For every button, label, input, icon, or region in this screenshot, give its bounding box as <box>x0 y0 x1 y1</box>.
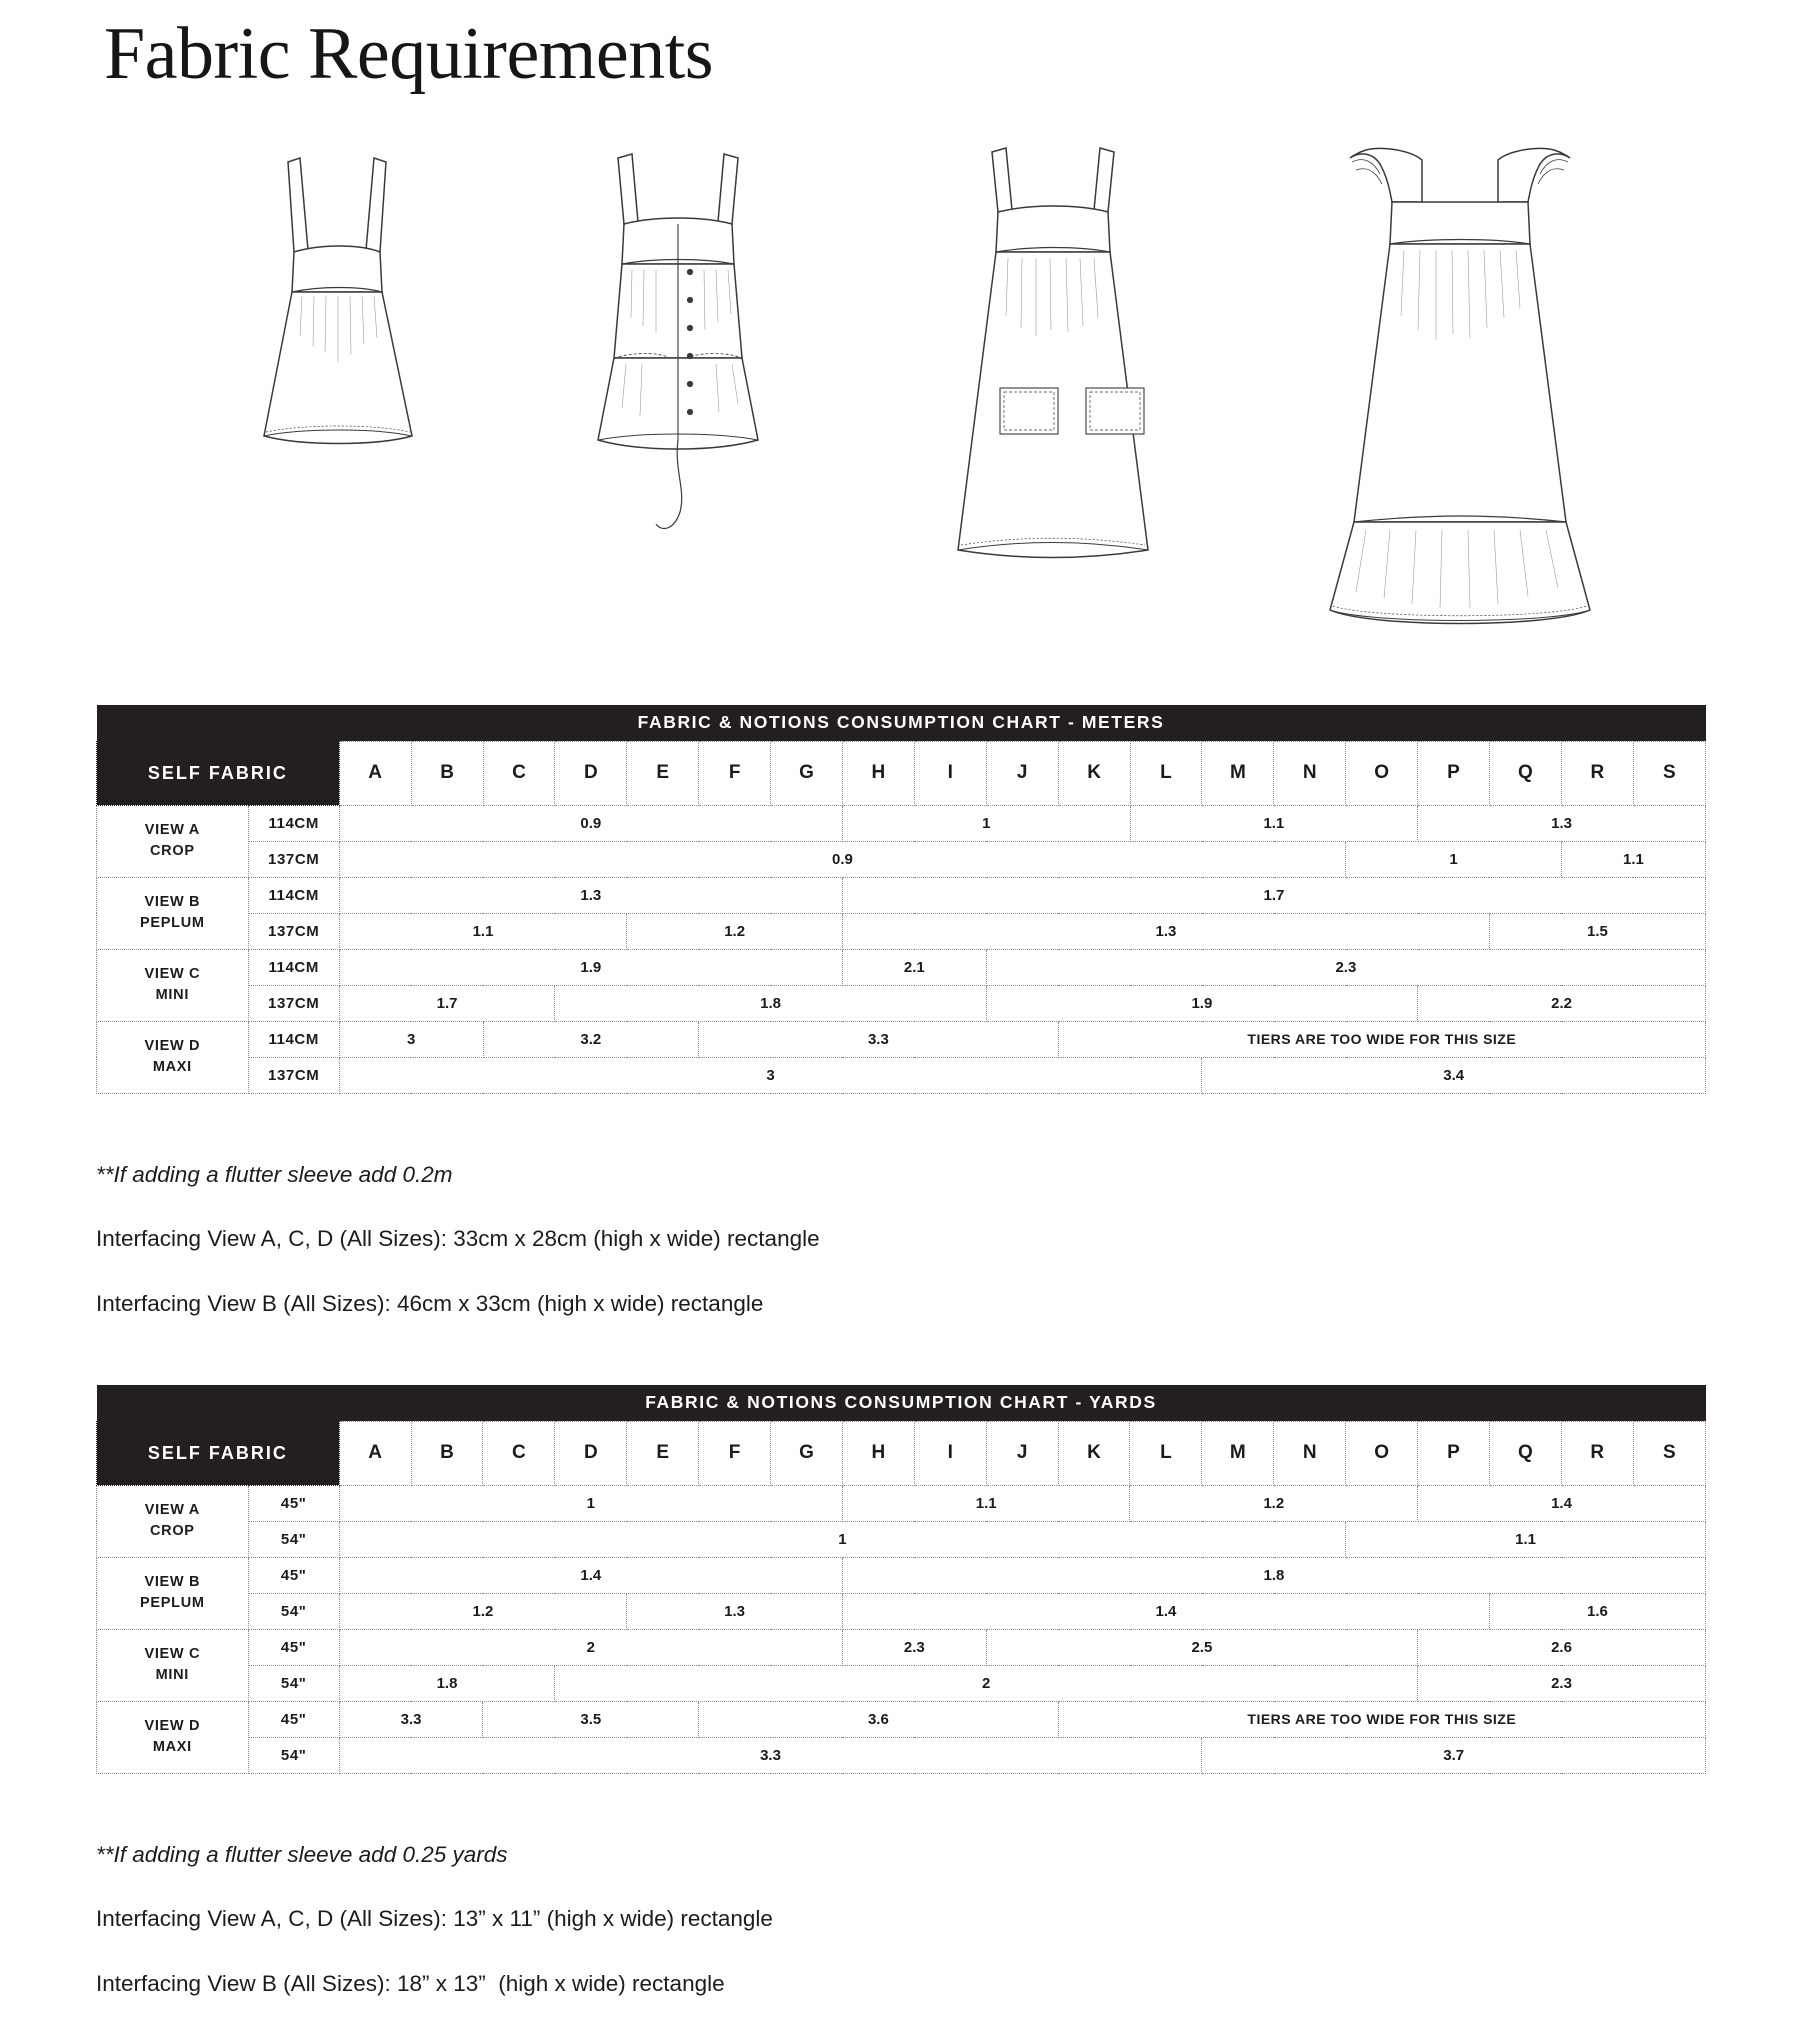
yards-size-header-d: D <box>555 1421 627 1485</box>
yards-size-header-i: I <box>914 1421 986 1485</box>
meters-chart-title: FABRIC & NOTIONS CONSUMPTION CHART - METERS <box>97 705 1706 741</box>
yards-value-cell: 1.4 <box>842 1593 1489 1629</box>
yards-value-cell: 2.6 <box>1418 1629 1706 1665</box>
meters-table-row <box>97 805 1706 841</box>
meters-size-header-a: A <box>339 741 411 805</box>
meters-value-cell: 3 <box>339 1057 1202 1093</box>
view-b-peplum-flat <box>510 140 880 540</box>
yards-size-header-c: C <box>483 1421 555 1485</box>
meters-self-fabric-header: SELF FABRIC <box>97 741 340 805</box>
meters-size-header-q: Q <box>1489 741 1561 805</box>
meters-note-line: **If adding a flutter sleeve add 0.2m <box>96 1162 453 1187</box>
meters-size-header-m: M <box>1202 741 1274 805</box>
technical-flats-row <box>190 140 1680 700</box>
yards-fabric-width-label: 54" <box>248 1665 339 1701</box>
meters-size-header-b: B <box>411 741 483 805</box>
yards-value-cell: 1.8 <box>339 1665 555 1701</box>
meters-value-cell: TIERS ARE TOO WIDE FOR THIS SIZE <box>1058 1021 1705 1057</box>
yards-size-header-f: F <box>699 1421 771 1485</box>
meters-value-cell: 1.7 <box>339 985 555 1021</box>
meters-table-row <box>97 1057 1706 1093</box>
meters-size-header-k: K <box>1058 741 1130 805</box>
yards-fabric-width-label: 45" <box>248 1701 339 1737</box>
meters-table-row <box>97 949 1706 985</box>
meters-size-header-g: G <box>771 741 843 805</box>
meters-consumption-table <box>96 705 1706 1094</box>
yards-value-cell: 3.5 <box>483 1701 699 1737</box>
meters-fabric-width-label: 114CM <box>248 805 339 841</box>
meters-fabric-width-label: 114CM <box>248 1021 339 1057</box>
yards-value-cell: 2 <box>339 1629 842 1665</box>
yards-note-line: Interfacing View B (All Sizes): 18” x 13” (high x wide) rectangle <box>96 1970 725 1996</box>
yards-table-row <box>97 1485 1706 1521</box>
yards-table-row <box>97 1665 1706 1701</box>
yards-size-header-g: G <box>771 1421 843 1485</box>
meters-table-row <box>97 841 1706 877</box>
meters-view-label: VIEW C MINI <box>97 949 249 1021</box>
meters-view-label: VIEW D MAXI <box>97 1021 249 1093</box>
yards-table-row <box>97 1521 1706 1557</box>
yards-value-cell: 2.5 <box>986 1629 1417 1665</box>
meters-note-line: Interfacing View A, C, D (All Sizes): 33cm x 28cm (high x wide) rectangle <box>96 1226 820 1252</box>
yards-value-cell: TIERS ARE TOO WIDE FOR THIS SIZE <box>1058 1701 1705 1737</box>
meters-fabric-width-label: 114CM <box>248 949 339 985</box>
yards-fabric-width-label: 54" <box>248 1737 339 1773</box>
meters-value-cell: 3 <box>339 1021 483 1057</box>
meters-size-header-n: N <box>1274 741 1346 805</box>
meters-value-cell: 1 <box>842 805 1130 841</box>
meters-size-header-l: L <box>1130 741 1202 805</box>
yards-note-line: Interfacing View A, C, D (All Sizes): 13” x 11” (high x wide) rectangle <box>96 1906 773 1932</box>
yards-size-header-j: J <box>986 1421 1058 1485</box>
meters-value-cell: 2.3 <box>986 949 1705 985</box>
meters-fabric-width-label: 114CM <box>248 877 339 913</box>
yards-value-cell: 1.6 <box>1489 1593 1705 1629</box>
meters-value-cell: 1.1 <box>1561 841 1705 877</box>
meters-size-header-c: C <box>483 741 555 805</box>
view-c-mini-flat <box>880 140 1270 580</box>
yards-self-fabric-header: SELF FABRIC <box>97 1421 340 1485</box>
meters-value-cell: 2.2 <box>1418 985 1706 1021</box>
meters-value-cell: 3.3 <box>699 1021 1058 1057</box>
meters-table-row <box>97 913 1706 949</box>
meters-value-cell: 1.3 <box>842 913 1489 949</box>
meters-notes <box>96 1160 1596 1353</box>
yards-size-header-b: B <box>411 1421 483 1485</box>
yards-value-cell: 1.3 <box>627 1593 843 1629</box>
meters-table-row <box>97 985 1706 1021</box>
yards-value-cell: 1.8 <box>842 1557 1705 1593</box>
yards-value-cell: 3.7 <box>1202 1737 1706 1773</box>
yards-table-row <box>97 1593 1706 1629</box>
yards-fabric-width-label: 45" <box>248 1485 339 1521</box>
meters-size-header-h: H <box>842 741 914 805</box>
yards-value-cell: 3.3 <box>339 1737 1202 1773</box>
meters-size-header-j: J <box>986 741 1058 805</box>
meters-value-cell: 2.1 <box>842 949 986 985</box>
meters-fabric-width-label: 137CM <box>248 985 339 1021</box>
yards-view-label: VIEW A CROP <box>97 1485 249 1557</box>
yards-value-cell: 1.1 <box>1346 1521 1706 1557</box>
yards-table-row <box>97 1701 1706 1737</box>
yards-value-cell: 3.6 <box>699 1701 1058 1737</box>
meters-size-header-d: D <box>555 741 627 805</box>
yards-note-line: **If adding a flutter sleeve add 0.25 yards <box>96 1842 508 1867</box>
view-a-crop-flat <box>190 140 510 460</box>
yards-size-header-s: S <box>1633 1421 1705 1485</box>
meters-size-header-s: S <box>1633 741 1705 805</box>
meters-value-cell: 1.9 <box>339 949 842 985</box>
meters-table-row <box>97 877 1706 913</box>
meters-value-cell: 1.9 <box>986 985 1417 1021</box>
meters-value-cell: 1.7 <box>842 877 1705 913</box>
yards-chart-block <box>96 1385 1706 1774</box>
yards-chart-title: FABRIC & NOTIONS CONSUMPTION CHART - YARDS <box>97 1385 1706 1421</box>
yards-fabric-width-label: 54" <box>248 1593 339 1629</box>
yards-size-header-r: R <box>1561 1421 1633 1485</box>
meters-value-cell: 3.4 <box>1202 1057 1706 1093</box>
meters-value-cell: 1.3 <box>339 877 842 913</box>
yards-view-label: VIEW C MINI <box>97 1629 249 1701</box>
meters-value-cell: 0.9 <box>339 841 1345 877</box>
yards-table-row <box>97 1557 1706 1593</box>
meters-fabric-width-label: 137CM <box>248 1057 339 1093</box>
yards-value-cell: 1.2 <box>1130 1485 1418 1521</box>
yards-size-header-n: N <box>1274 1421 1346 1485</box>
yards-value-cell: 1.4 <box>1418 1485 1706 1521</box>
yards-consumption-table <box>96 1385 1706 1774</box>
yards-table-row <box>97 1629 1706 1665</box>
yards-size-header-h: H <box>842 1421 914 1485</box>
meters-size-header-p: P <box>1418 741 1490 805</box>
page-title: Fabric Requirements <box>104 13 714 95</box>
meters-size-header-e: E <box>627 741 699 805</box>
yards-view-label: VIEW B PEPLUM <box>97 1557 249 1629</box>
meters-value-cell: 3.2 <box>483 1021 699 1057</box>
yards-value-cell: 1 <box>339 1485 842 1521</box>
meters-size-header-o: O <box>1346 741 1418 805</box>
meters-fabric-width-label: 137CM <box>248 841 339 877</box>
yards-size-header-e: E <box>627 1421 699 1485</box>
meters-value-cell: 1 <box>1346 841 1562 877</box>
meters-size-header-r: R <box>1561 741 1633 805</box>
meters-size-header-i: I <box>914 741 986 805</box>
yards-value-cell: 1.4 <box>339 1557 842 1593</box>
meters-value-cell: 1.3 <box>1418 805 1706 841</box>
yards-size-header-p: P <box>1418 1421 1490 1485</box>
yards-value-cell: 1.2 <box>339 1593 627 1629</box>
yards-value-cell: 1.1 <box>842 1485 1130 1521</box>
yards-size-header-o: O <box>1346 1421 1418 1485</box>
yards-fabric-width-label: 54" <box>248 1521 339 1557</box>
meters-value-cell: 1.1 <box>339 913 627 949</box>
yards-notes <box>96 1840 1596 2033</box>
yards-view-label: VIEW D MAXI <box>97 1701 249 1773</box>
meters-value-cell: 1.1 <box>1130 805 1418 841</box>
yards-value-cell: 1 <box>339 1521 1345 1557</box>
meters-size-header-f: F <box>699 741 771 805</box>
meters-view-label: VIEW A CROP <box>97 805 249 877</box>
meters-value-cell: 1.2 <box>627 913 843 949</box>
yards-value-cell: 2.3 <box>1418 1665 1706 1701</box>
yards-value-cell: 2.3 <box>842 1629 986 1665</box>
yards-size-header-m: M <box>1202 1421 1274 1485</box>
meters-view-label: VIEW B PEPLUM <box>97 877 249 949</box>
yards-size-header-k: K <box>1058 1421 1130 1485</box>
meters-value-cell: 1.8 <box>555 985 986 1021</box>
meters-value-cell: 0.9 <box>339 805 842 841</box>
meters-note-line: Interfacing View B (All Sizes): 46cm x 33cm (high x wide) rectangle <box>96 1290 764 1316</box>
yards-fabric-width-label: 45" <box>248 1629 339 1665</box>
yards-fabric-width-label: 45" <box>248 1557 339 1593</box>
yards-value-cell: 3.3 <box>339 1701 483 1737</box>
view-d-maxi-flat <box>1270 140 1680 640</box>
yards-size-header-l: L <box>1130 1421 1202 1485</box>
meters-table-row <box>97 1021 1706 1057</box>
yards-table-row <box>97 1737 1706 1773</box>
yards-size-header-a: A <box>339 1421 411 1485</box>
yards-size-header-q: Q <box>1489 1421 1561 1485</box>
yards-value-cell: 2 <box>555 1665 1418 1701</box>
meters-fabric-width-label: 137CM <box>248 913 339 949</box>
meters-chart-block <box>96 705 1706 1094</box>
meters-value-cell: 1.5 <box>1489 913 1705 949</box>
